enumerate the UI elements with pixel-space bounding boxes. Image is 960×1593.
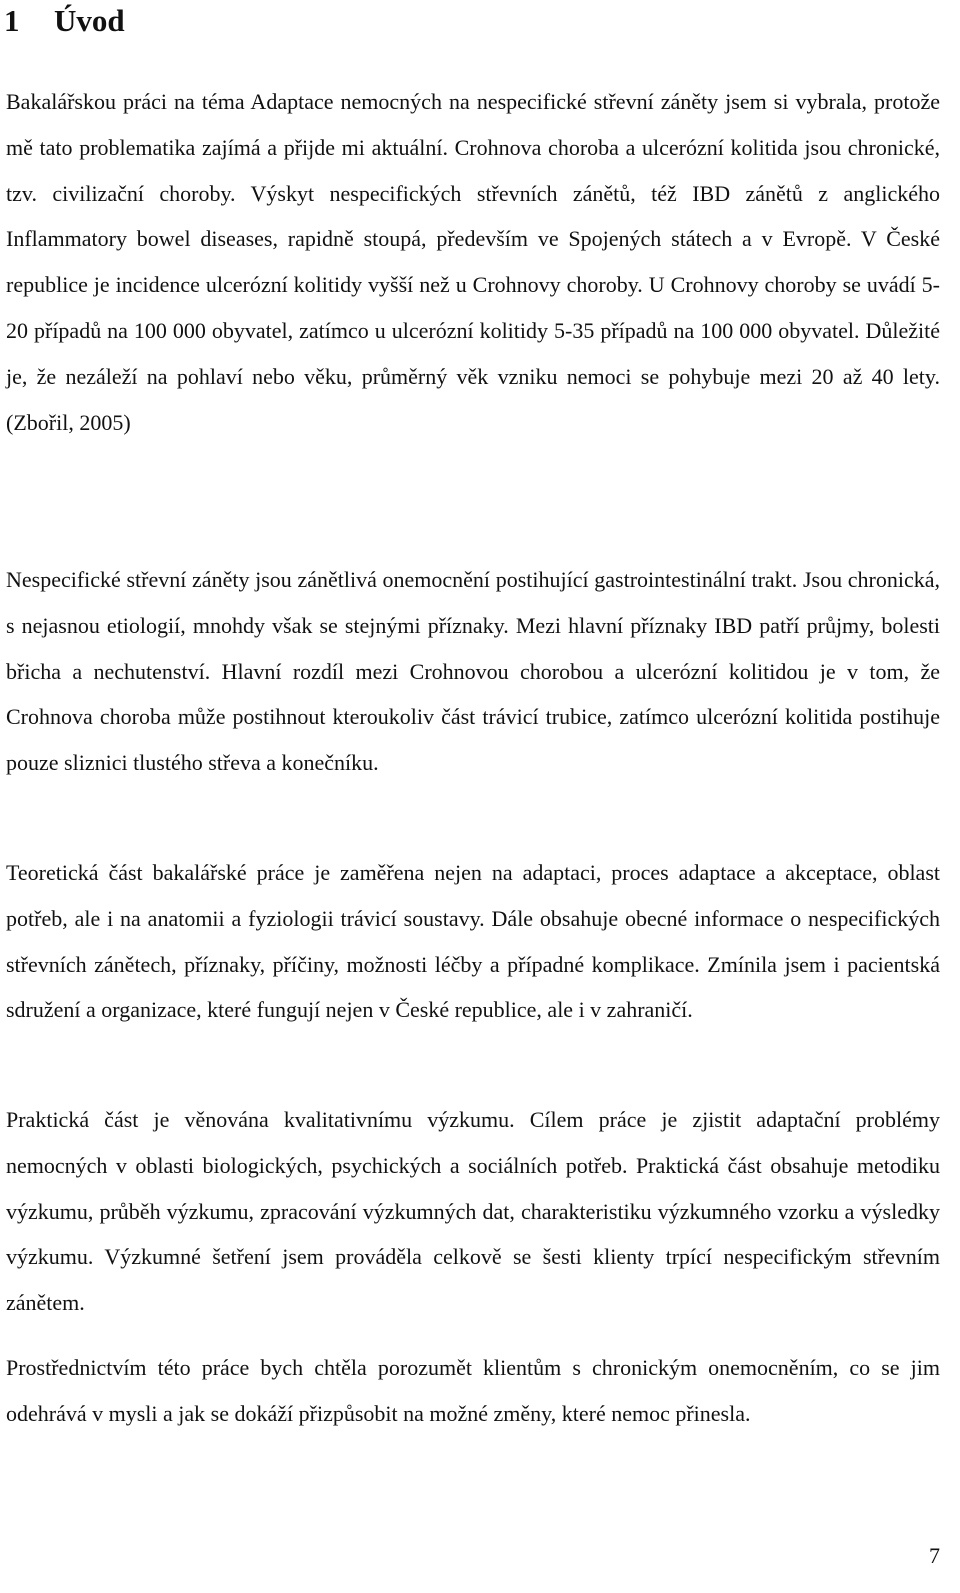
chapter-title: Úvod	[54, 3, 125, 38]
chapter-heading	[4, 0, 125, 42]
paragraph-practical-part: Praktická část je věnována kvalitativnímu výzkumu. Cílem práce je zjistit adaptační problémy nemocných v oblasti biologických, psychických a sociálních potřeb. Praktická část obsahuje metodiku výzkumu, průběh výzkumu, zpracování výzkumných dat, charakteristiku výzkumného vzorku a výsledky výzkumu. Výzkumné šetření jsem prováděla celkově se šesti klienty trpící nespecifickým střevním zánětem.	[6, 1107, 940, 1316]
paragraph-ibd-description: Nespecifické střevní záněty jsou zánětlivá onemocnění postihující gastrointestinální trakt. Jsou chronická, s nejasnou etiologií, mnohdy však se stejnými příznaky. Mezi hlavní příznaky IBD patří průjmy, bolesti břicha a nechutenství. Hlavní rozdíl mezi Crohnovou chorobou a ulcerózní kolitidou je v tom, že Crohnova choroba může postihnout kteroukoliv část trávicí trubice, zatímco ulcerózní kolitida postihuje pouze sliznici tlustého střeva a konečníku.	[6, 567, 940, 776]
paragraph-goal: Prostřednictvím této práce bych chtěla porozumět klientům s chronickým onemocněním, co se jim odehrává v mysli a jak se dokáží přizpůsobit na možné změny, které nemoc přinesla.	[6, 1355, 940, 1426]
paragraph-intro: Bakalářskou práci na téma Adaptace nemocných na nespecifické střevní záněty jsem si vybrala, protože mě tato problematika zajímá a přijde mi aktuální. Crohnova choroba a ulcerózní kolitida jsou chronické, tzv. civilizační choroby. Výskyt nespecifických střevních zánětů, též IBD zánětů z anglického Inflammatory bowel diseases, rapidně stoupá, především ve Spojených státech a v Evropě. V České republice je incidence ulcerózní kolitidy vyšší než u Crohnovy choroby. U Crohnovy choroby se uvádí 5-20 případů na 100 000 obyvatel, zatímco u ulcerózní kolitidy 5-35 případů na 100 000 obyvatel. Důležité je, že nezáleží na pohlaví nebo věku, průměrný věk vzniku nemoci se pohybuje mezi 20 až 40 lety. (Zbořil, 2005)	[6, 89, 940, 435]
chapter-number: 1	[4, 3, 20, 38]
page-number: 7	[929, 1543, 940, 1568]
paragraph-theoretical-part: Teoretická část bakalářské práce je zaměřena nejen na adaptaci, proces adaptace a akceptace, oblast potřeb, ale i na anatomii a fyziologii trávicí soustavy. Dále obsahuje obecné informace o nespecifických střevních zánětech, příznaky, příčiny, možnosti léčby a případné komplikace. Zmínila jsem i pacientská sdružení a organizace, které fungují nejen v České republice, ale i v zahraničí.	[6, 860, 940, 1023]
